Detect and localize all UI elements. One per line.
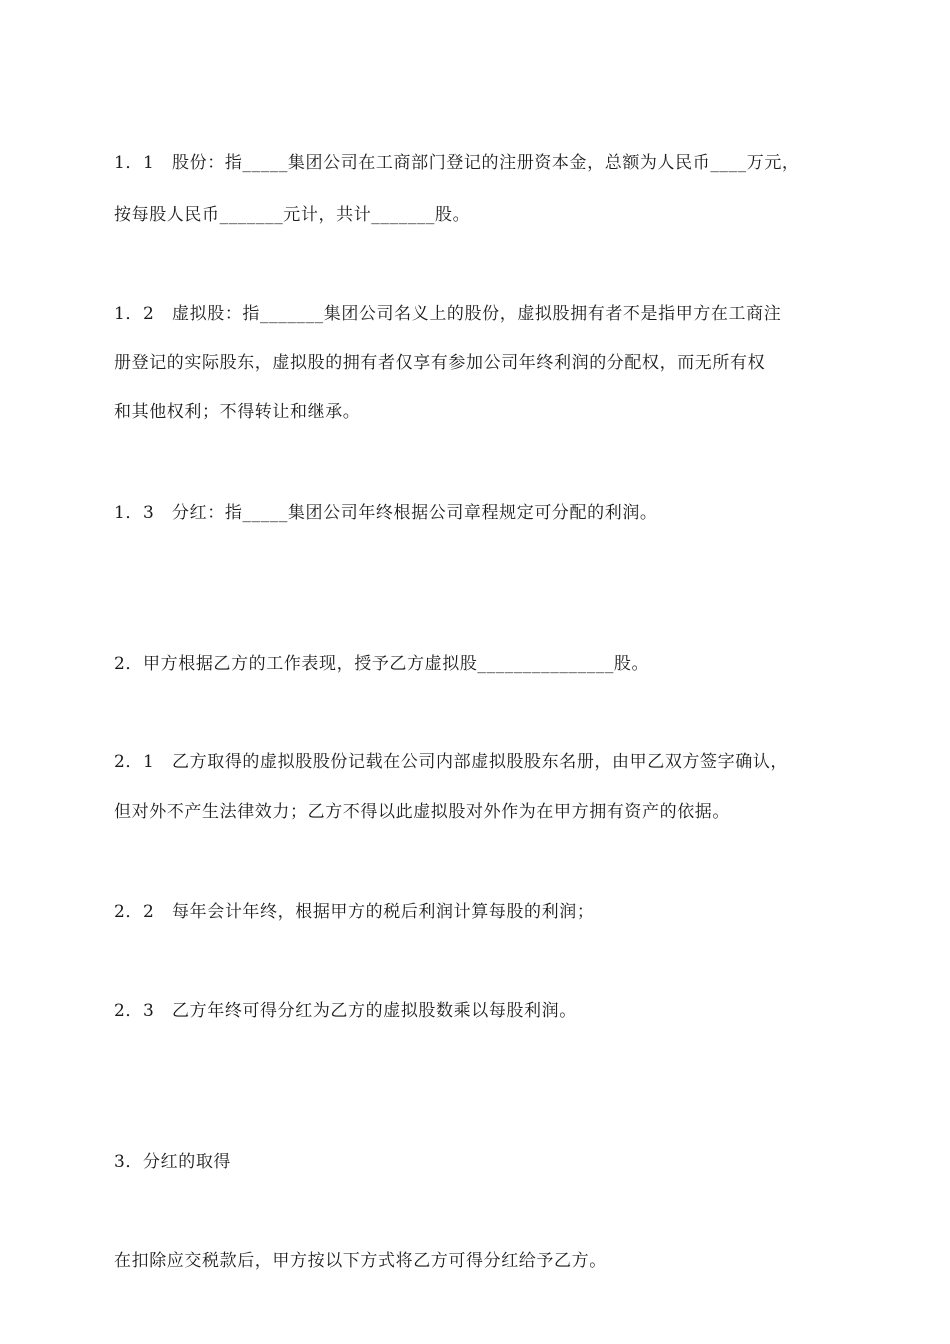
clause-1-1-line-2: 按每股人民币_______元计，共计_______股。 [114,205,471,225]
section-3-heading: 3．分红的取得 [114,1152,232,1172]
clause-1-2-line-2: 册登记的实际股东，虚拟股的拥有者仅享有参加公司年终利润的分配权，而无所有权 [114,353,766,373]
clause-1-2-line-1: 1．2 虚拟股：指_______集团公司名义上的股份，虚拟股拥有者不是指甲方在工商注 [114,304,782,324]
clause-2-1-line-1: 2．1 乙方取得的虚拟股股份记载在公司内部虚拟股股东名册，由甲乙双方签字确认， [114,752,789,772]
clause-2-3-line-1: 2．3 乙方年终可得分红为乙方的虚拟股数乘以每股利润。 [114,1001,577,1021]
clause-1-3-line-1: 1．3 分红：指_____集团公司年终根据公司章程规定可分配的利润。 [114,503,658,523]
clause-2-2-line-1: 2．2 每年会计年终，根据甲方的税后利润计算每股的利润； [114,902,595,922]
clause-2-1-line-2: 但对外不产生法律效力；乙方不得以此虚拟股对外作为在甲方拥有资产的依据。 [114,802,730,822]
clause-1-1-line-1: 1．1 股份：指_____集团公司在工商部门登记的注册资本金，总额为人民币____万元， [114,153,800,173]
clause-2-line-1: 2．甲方根据乙方的工作表现，授予乙方虚拟股_______________股。 [114,654,650,674]
clause-1-2-line-3: 和其他权利；不得转让和继承。 [114,402,361,422]
section-3-line-1: 在扣除应交税款后，甲方按以下方式将乙方可得分红给予乙方。 [114,1251,607,1271]
